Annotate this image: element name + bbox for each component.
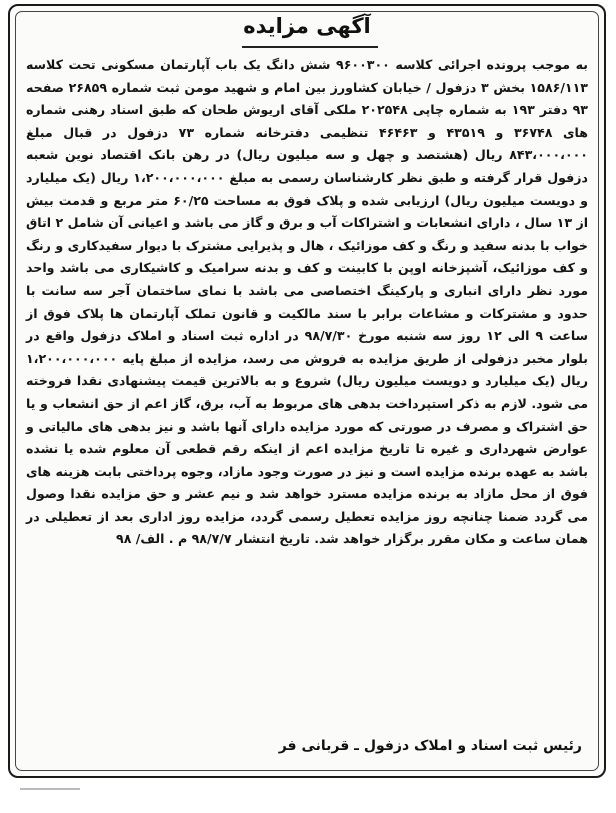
auction-notice	[8, 4, 606, 778]
notice-signature: رئیس ثبت اسناد و املاک دزفول ـ قربانی فر	[278, 738, 582, 754]
title-underline	[242, 46, 378, 48]
notice-body: به موجب پرونده اجرائی کلاسه ۹۶۰۰۳۰۰ شش دانگ یک باب آپارتمان مسکونی تحت کلاسه ۱۵۸۶/۱۱۳ بخش ۳ دزفول / خیابان کشاورز بین امام و شهید مومن ثبت شماره ۲۶۸۵۹ صفحه ۹۳ دفتر ۱۹۳ به شماره چاپی ۲۰۲۵۴۸ ملکی آقای اریوش طحان که طبق اسناد رهنی شماره های ۳۶۷۴۸ و ۴۳۵۱۹ و ۴۶۴۶۳ تنظیمی دفترخانه شماره ۷۳ دزفول در قبال مبلغ ۸۴۳،۰۰۰،۰۰۰ ریال (هشتصد و چهل و سه میلیون ریال) در رهن بانک اقتصاد نوین شعبه دزفول قرار گرفته و طبق نظر کارشناسان رسمی به مبلغ ۱،۲۰۰،۰۰۰،۰۰۰ ریال (یک میلیارد و دویست میلیون ریال) ارزیابی شده و پلاک فوق به مساحت ۶۰/۲۵ متر مربع و قدمت بیش از ۱۳ سال ، دارای انشعابات و اشتراکات آب و برق و گاز می باشد و اعیانی آن شامل ۲ اتاق خواب با بدنه سفید و رنگ و کف موزائیک ، هال و پذیرایی مشترک با دیوار سفیدکاری و رنگ و کف موزائیک، آشپزخانه اوپن با کابینت و کف و بدنه سرامیک و کاشیکاری می باشد واحد مورد نظر دارای انباری و پارکینگ اختصاصی می باشد با نمای ساختمان آجر سه سانت با حدود و مشترکات و مشاعات برابر با سند مالکیت و قانون تملک آپارتمان ها پلاک فوق از ساعت ۹ الی ۱۲ روز سه شنبه مورخ ۹۸/۷/۳۰ در اداره ثبت اسناد و املاک دزفول واقع در بلوار مخبر دزفولی از طریق مزایده به فروش می رسد، مزایده از مبلغ پایه ۱،۲۰۰،۰۰۰،۰۰۰ ریال (یک میلیارد و دویست میلیون ریال) شروع و به بالاترین قیمت پیشنهادی نقدا فروخته می شود. لازم به ذکر استپرداخت بدهی های مربوط به آب، برق، گاز اعم از حق انشعاب و یا حق اشتراک و مصرف در صورتی که مورد مزایده دارای آنها باشد و نیز بدهی های مالیاتی و عوارض شهرداری و غیره تا تاریخ مزایده اعم از اینکه رقم قطعی آن معلوم شده یا نشده باشد به عهده برنده مزایده است و نیز در صورت وجود مازاد، وجوه پرداختی بابت هزینه های فوق از محل مازاد به برنده مزایده مسترد خواهد شد و نیم عشر و حق مزایده نقدا وصول می گردد ضمنا چنانچه روز مزایده تعطیل رسمی گردد، مزایده روز اداری بعد از تعطیلی در همان ساعت و مکان مقرر برگزار خواهد شد. تاریخ انتشار ۹۸/۷/۷ م . الف/ ۹۸	[26, 57, 589, 547]
notice-title: آگهی مزایده	[243, 14, 371, 38]
page-edge-mark	[20, 788, 80, 790]
